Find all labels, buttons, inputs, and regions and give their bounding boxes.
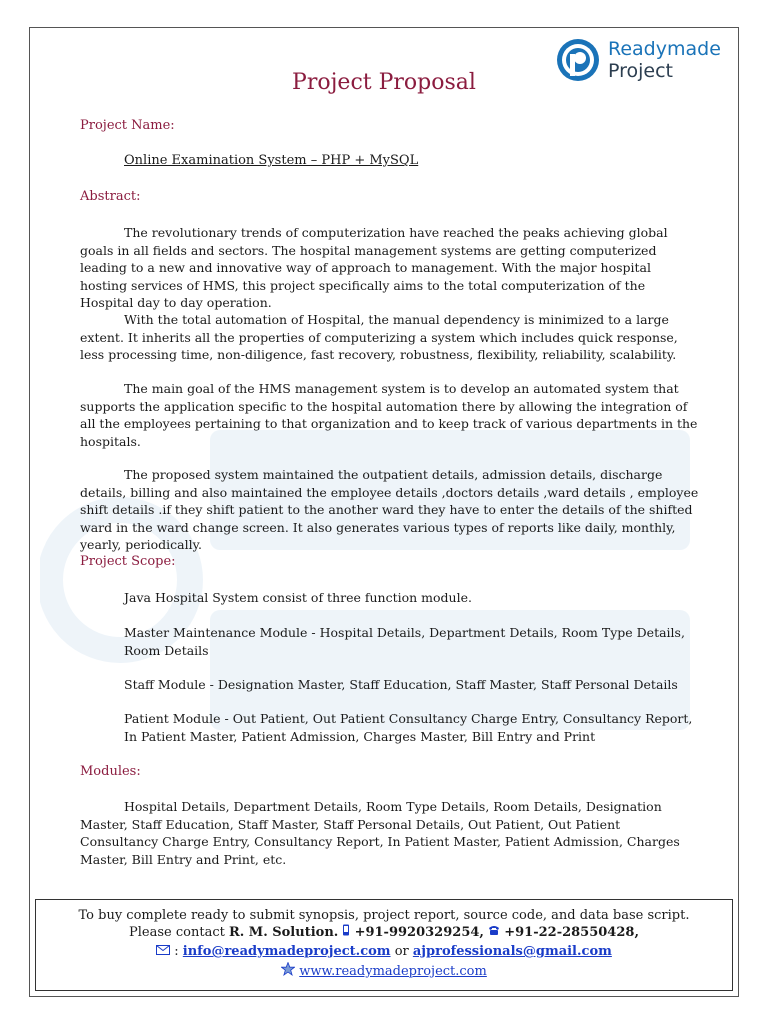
watermark-logo [40,390,730,830]
abstract-paragraph-3: The main goal of the HMS management system is to develop an automated system that supports the application specific to the hospital automation there by allowing the integration of all the employees pertaining to that organization and to keep track of various departments in the hospitals. [80,381,698,449]
footer-line-contact [0,924,768,941]
envelope-icon [156,943,170,960]
logo-text-readymade: Readymade [608,38,721,60]
abstract-paragraph-4: The proposed system maintained the outpatient details, admission details, discharge details, billing and also maintained the employee details ,doctors details ,ward details , employee shift details .if they shift patient to the another ward they have to enter the details of the shifted ward in the ward change screen. It also generates various types of reports like daily, monthly, yearly, periodically. [80,467,699,552]
scope-item-staff-module: Staff Module - Designation Master, Staff Education, Staff Master, Staff Personal Details [124,677,678,692]
email-or-text: or [390,944,413,959]
email-separator: : [174,944,179,959]
footer-line-website [0,962,768,981]
abstract-paragraph-1: The revolutionary trends of computerization have reached the peaks achieving global goals in all fields and sectors. The hospital management systems are getting computerized leading to a new and innovative way of approach to management. With the major hospital hosting services of HMS, this project specifically aims to the total computerization of the Hospital day to day operation. [80,225,668,310]
abstract-paragraph-2: With the total automation of Hospital, the manual dependency is minimized to a large extent. It inherits all the properties of computerizing a system which includes quick response, less processing time, non-diligence, fast recovery, robustness, flexibility, reliability, scalability. [80,312,678,362]
page-title: Project Proposal [292,70,476,95]
email-link-ajprofessionals[interactable]: ajprofessionals@gmail.com [412,944,612,959]
logo-text-project: Project [608,60,674,82]
contact-prefix: Please contact [129,925,229,940]
modules-label: Modules: [80,764,141,779]
company-name: R. M. Solution. [228,925,339,940]
website-link[interactable]: www.readymadeproject.com [299,964,487,979]
project-name-value: Online Examination System – PHP + MySQL [124,153,419,168]
mobile-number: +91-9920329254, [354,925,484,940]
mobile-phone-icon [342,924,350,941]
email-link-info[interactable]: info@readymadeproject.com [182,944,391,959]
star-icon [281,962,295,981]
project-name-label: Project Name: [80,118,175,133]
abstract-label: Abstract: [80,189,141,204]
telephone-icon [488,924,500,941]
phone-number: +91-22-28550428, [504,925,639,940]
scope-item-intro: Java Hospital System consist of three function module. [124,590,472,605]
modules-text: Hospital Details, Department Details, Room Type Details, Room Details, Designation Master, Staff Education, Staff Master, Staff Personal Details, Out Patient, Out Patient Consultancy Charge Entry, Consultancy Report, In Patient Master, Patient Admission, Charges Master, Bill Entry and Print, etc. [80,799,680,867]
footer-line-1: To buy complete ready to submit synopsis, project report, source code, and data base script. [78,908,690,923]
project-scope-label: Project Scope: [80,554,176,569]
scope-item-patient-module: Patient Module - Out Patient, Out Patient Consultancy Charge Entry, Consultancy Report, In Patient Master, Patient Admission, Charges Master, Bill Entry and Print [124,711,693,744]
scope-item-master-module: Master Maintenance Module - Hospital Details, Department Details, Room Type Details, Room Details [124,625,685,658]
footer-line-email [0,943,768,960]
